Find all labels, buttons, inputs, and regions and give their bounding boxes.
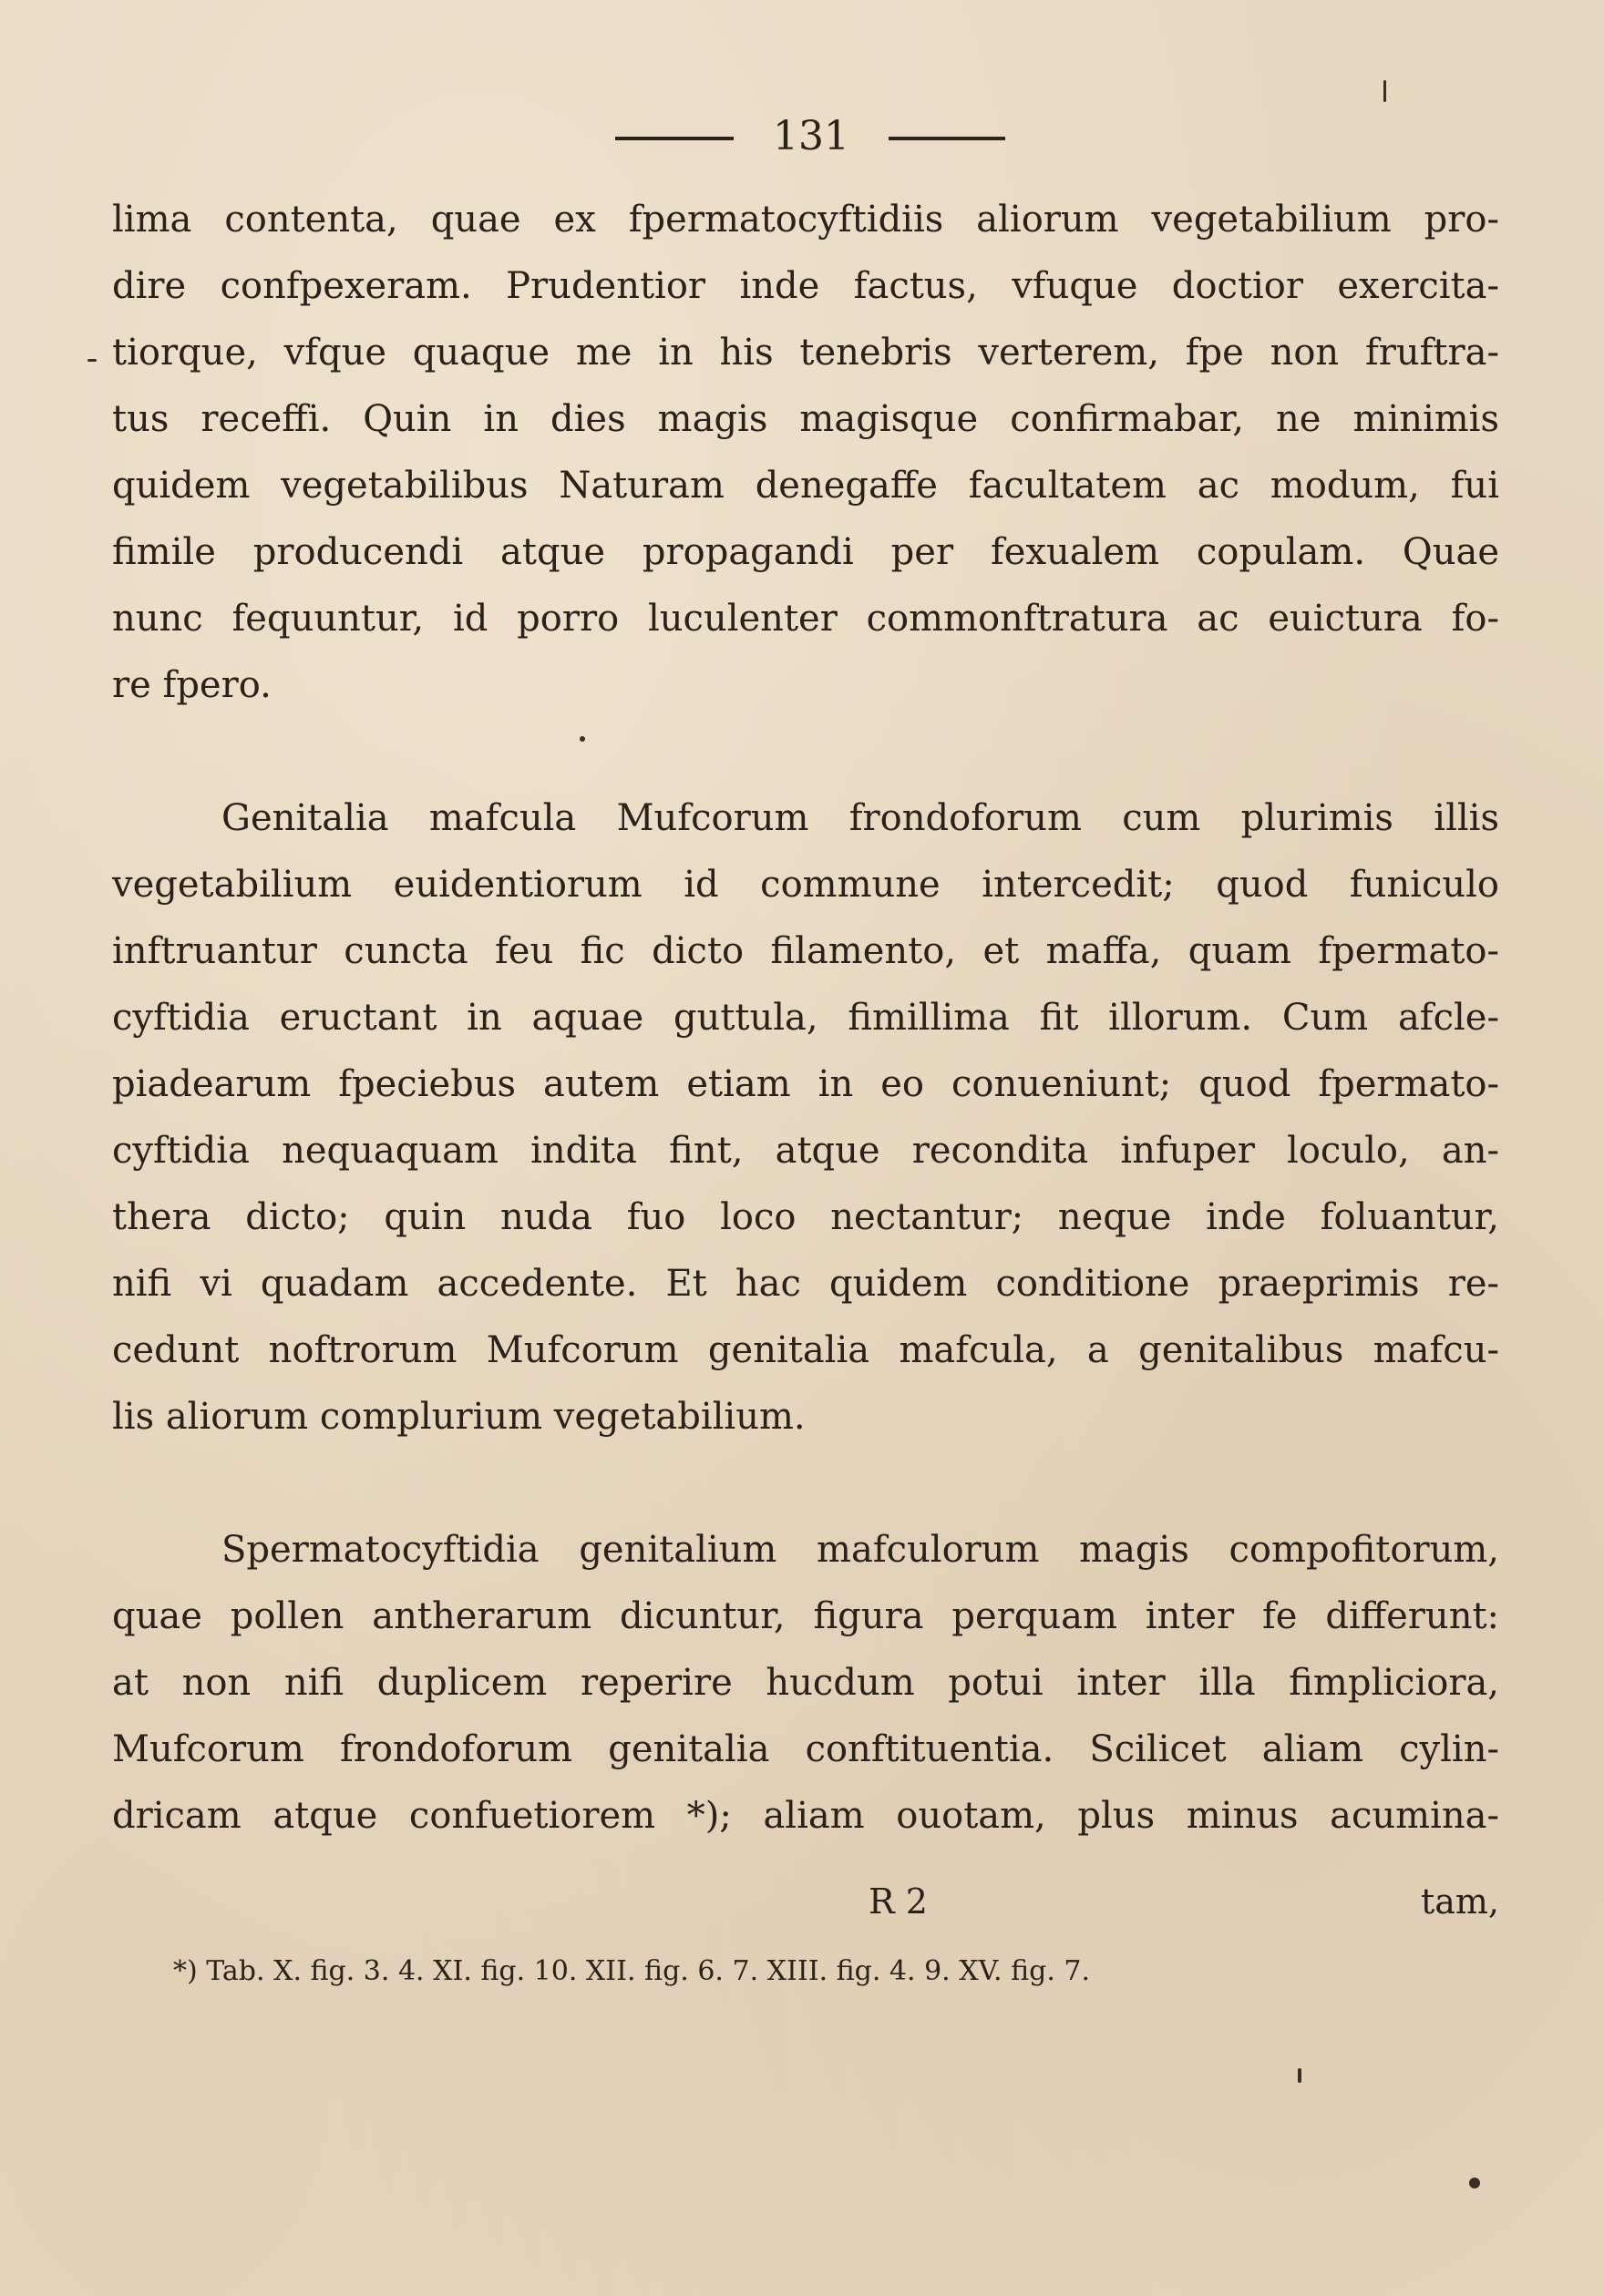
signature-row — [112, 1870, 1499, 1933]
text-line: fimile producendi atque propagandi per fexualem copulam. Quae — [112, 531, 1499, 573]
catchword: tam, — [1420, 1881, 1499, 1922]
text-line: nunc fequuntur, id porro luculenter commonftratura ac euictura fo- — [112, 598, 1499, 640]
paragraph — [112, 1517, 1499, 1850]
paper-speck — [1298, 2068, 1301, 2083]
signature-mark: R 2 — [869, 1881, 928, 1922]
text-line: Genitalia mafcula Mufcorum frondoforum cum plurimis illis — [221, 797, 1499, 839]
text-line: cyftidia nequaquam indita fint, atque recondita infuper loculo, an- — [112, 1130, 1499, 1172]
text-line: Mufcorum frondoforum genitalia conftituentia. Scilicet aliam cylin- — [112, 1728, 1499, 1770]
text-line: at non nifi duplicem reperire hucdum potui inter illa fimpliciora, — [112, 1662, 1499, 1704]
text-line: dricam atque confuetiorem *); aliam ouotam, plus minus acumina- — [112, 1795, 1499, 1837]
text-line: vegetabilium euidentiorum id commune intercedit; quod funiculo — [112, 864, 1499, 906]
text-line: cedunt noftrorum Mufcorum genitalia mafcula, a genitalibus mafcu- — [112, 1329, 1499, 1371]
paragraph — [112, 187, 1499, 719]
page-header — [0, 109, 1604, 164]
paragraph-gap — [112, 1450, 1499, 1517]
text-line: Spermatocyftidia genitalium mafculorum magis compofitorum, — [221, 1529, 1499, 1571]
text-line: piadearum fpeciebus autem etiam in eo conueniunt; quod fpermato- — [112, 1063, 1499, 1105]
text-line: tus receffi. Quin in dies magis magisque confirmabar, ne minimis — [112, 398, 1499, 440]
text-line: quae pollen antherarum dicuntur, figura perquam inter fe differunt: — [112, 1595, 1499, 1637]
text-line: tiorque, vfque quaque me in his tenebris verterem, fpe non fruftra- — [112, 332, 1499, 374]
paper-speck — [580, 736, 585, 742]
text-line: thera dicto; quin nuda fuo loco nectantur; neque inde foluantur, — [112, 1196, 1499, 1238]
paper-speck — [1469, 2178, 1480, 2188]
text-line: cyftidia eructant in aquae guttula, fimillima fit illorum. Cum afcle- — [112, 997, 1499, 1039]
paragraph — [112, 785, 1499, 1450]
text-line: dire confpexeram. Prudentior inde factus, vfuque doctior exercita- — [112, 265, 1499, 307]
paper-speck — [87, 359, 97, 362]
header-rule-left — [615, 137, 734, 140]
text-line: re fpero. — [112, 664, 272, 706]
text-line: lima contenta, quae ex fpermatocyftidiis aliorum vegetabilium pro- — [112, 199, 1499, 241]
body-text — [112, 187, 1499, 1850]
text-line: inftruantur cuncta feu fic dicto filamento, et maffa, quam fpermato- — [112, 930, 1499, 972]
paragraph-gap — [112, 719, 1499, 785]
page-number: 131 — [773, 113, 849, 159]
text-line: nifi vi quadam accedente. Et hac quidem conditione praeprimis re- — [112, 1263, 1499, 1305]
text-line: quidem vegetabilibus Naturam denegaffe facultatem ac modum, fui — [112, 465, 1499, 507]
text-line: lis aliorum complurium vegetabilium. — [112, 1396, 806, 1438]
header-rule-right — [889, 137, 1005, 140]
paper-speck — [1383, 80, 1386, 102]
footnote: *) Tab. X. fig. 3. 4. XI. fig. 10. XII. fig. 6. 7. XIII. fig. 4. 9. XV. fig. 7. — [173, 1955, 1091, 1987]
